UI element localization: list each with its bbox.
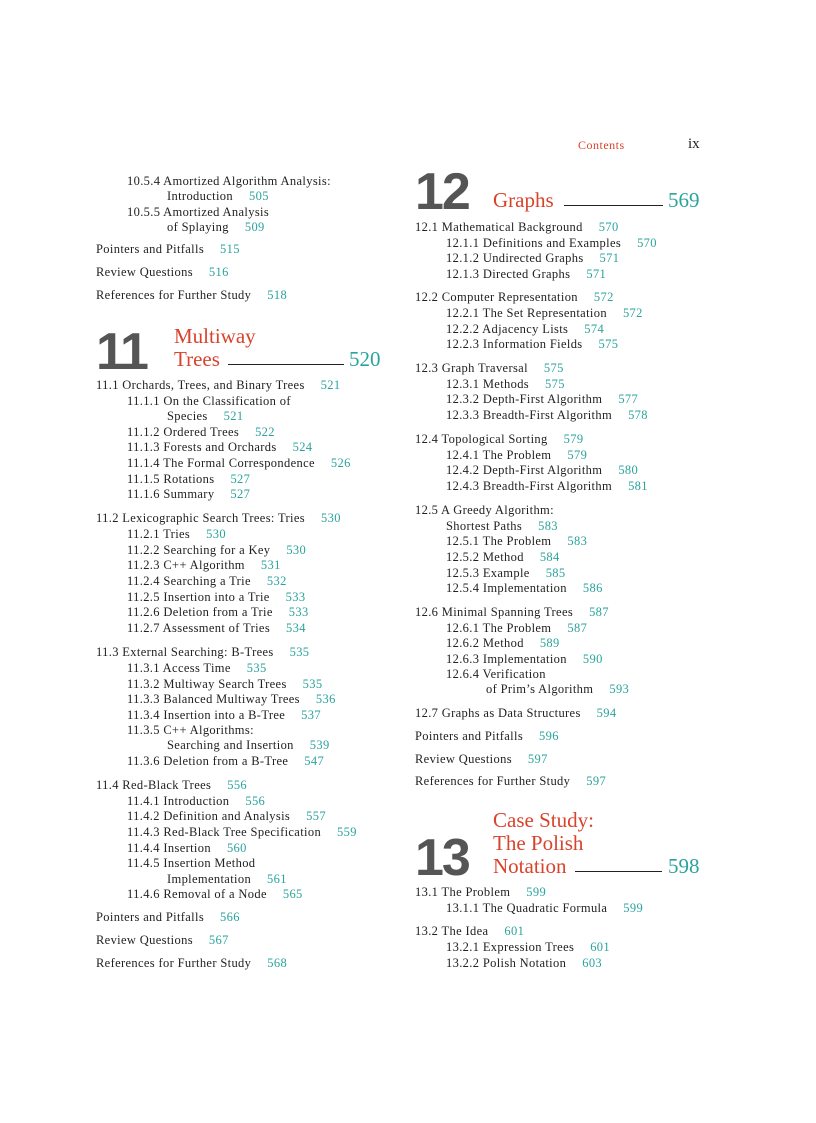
toc-entry: 12.7 Graphs as Data Structures 594 xyxy=(415,706,617,720)
chapter-11-rule xyxy=(228,364,344,365)
toc-entry: 12.5.4 Implementation 586 xyxy=(446,581,603,595)
toc-entry: 11.3.4 Insertion into a B-Tree 537 xyxy=(127,708,321,722)
toc-entry: 11.2.3 C++ Algorithm 531 xyxy=(127,558,281,572)
toc-entry: 11.2.4 Searching a Trie 532 xyxy=(127,574,287,588)
toc-entry: References for Further Study 597 xyxy=(415,774,607,788)
toc-entry: 11.3.1 Access Time 535 xyxy=(127,661,267,675)
chapter-12-page: 569 xyxy=(668,188,700,212)
toc-entry: 11.1.6 Summary 527 xyxy=(127,487,251,501)
toc-entry: 13.2 The Idea 601 xyxy=(415,924,525,938)
toc-entry: 11.1.2 Ordered Trees 522 xyxy=(127,425,275,439)
toc-entry: 12.4 Topological Sorting 579 xyxy=(415,432,584,446)
toc-entry: of Prim’s Algorithm 593 xyxy=(486,682,630,696)
toc-entry: 10.5.5 Amortized Analysis xyxy=(127,205,270,219)
toc-entry: 11.3 External Searching: B-Trees 535 xyxy=(96,645,310,659)
chapter-12-title: Graphs xyxy=(493,188,554,212)
toc-entry: 12.2.2 Adjacency Lists 574 xyxy=(446,322,605,336)
toc-entry: 11.3.6 Deletion from a B-Tree 547 xyxy=(127,754,325,768)
toc-entry: 12.4.2 Depth-First Algorithm 580 xyxy=(446,463,639,477)
toc-entry: Review Questions 567 xyxy=(96,933,229,947)
toc-entry: 12.5 A Greedy Algorithm: xyxy=(415,503,554,517)
toc-entry: 11.2.6 Deletion from a Trie 533 xyxy=(127,605,309,619)
toc-entry: 12.3 Graph Traversal 575 xyxy=(415,361,564,375)
toc-entry: Species 521 xyxy=(167,409,244,423)
toc-entry: 12.1.1 Definitions and Examples 570 xyxy=(446,236,657,250)
toc-entry: 11.1.3 Forests and Orchards 524 xyxy=(127,440,313,454)
chapter-12-rule xyxy=(564,205,663,206)
chapter-13-page: 598 xyxy=(668,854,700,878)
toc-entry: Pointers and Pitfalls 566 xyxy=(96,910,240,924)
toc-entry: 12.4.1 The Problem 579 xyxy=(446,448,588,462)
chapter-13-number: 13 xyxy=(415,829,469,887)
toc-entry: 12.4.3 Breadth-First Algorithm 581 xyxy=(446,479,648,493)
chapter-11-title-line2: Trees xyxy=(174,347,220,371)
toc-entry: 12.2.3 Information Fields 575 xyxy=(446,337,619,351)
toc-entry: 11.3.2 Multiway Search Trees 535 xyxy=(127,677,323,691)
toc-entry: 12.2 Computer Representation 572 xyxy=(415,290,614,304)
toc-entry: 12.1.2 Undirected Graphs 571 xyxy=(446,251,620,265)
toc-entry: 11.1 Orchards, Trees, and Binary Trees 521 xyxy=(96,378,341,392)
toc-entry: 12.6 Minimal Spanning Trees 587 xyxy=(415,605,609,619)
toc-entry: 12.5.3 Example 585 xyxy=(446,566,566,580)
toc-entry: 12.6.2 Method 589 xyxy=(446,636,560,650)
toc-entry: 11.4.1 Introduction 556 xyxy=(127,794,266,808)
toc-entry: 12.3.1 Methods 575 xyxy=(446,377,565,391)
toc-entry: 12.3.3 Breadth-First Algorithm 578 xyxy=(446,408,648,422)
toc-entry: 11.2.7 Assessment of Tries 534 xyxy=(127,621,306,635)
toc-entry: 11.3.3 Balanced Multiway Trees 536 xyxy=(127,692,336,706)
running-header-label: Contents xyxy=(578,138,625,152)
toc-entry: Shortest Paths 583 xyxy=(446,519,558,533)
toc-entry: 11.2.5 Insertion into a Trie 533 xyxy=(127,590,306,604)
toc-entry: 11.3.5 C++ Algorithms: xyxy=(127,723,254,737)
toc-entry: References for Further Study 568 xyxy=(96,956,288,970)
toc-entry: Introduction 505 xyxy=(167,189,269,203)
chapter-11-number: 11 xyxy=(96,323,147,381)
page-number: ix xyxy=(688,136,700,152)
toc-entry: Implementation 561 xyxy=(167,872,287,886)
toc-entry: 13.2.1 Expression Trees 601 xyxy=(446,940,611,954)
toc-entry: References for Further Study 518 xyxy=(96,288,288,302)
chapter-13-title-line3: Notation xyxy=(493,854,567,878)
toc-entry: 11.2.2 Searching for a Key 530 xyxy=(127,543,307,557)
toc-entry: 13.1.1 The Quadratic Formula 599 xyxy=(446,901,644,915)
toc-entry: 11.1.5 Rotations 527 xyxy=(127,472,251,486)
chapter-13-title-line2: The Polish xyxy=(493,831,584,855)
toc-entry: 11.4.2 Definition and Analysis 557 xyxy=(127,809,326,823)
chapter-13-title-line1: Case Study: xyxy=(493,808,594,832)
toc-entry: 11.1.1 On the Classification of xyxy=(127,394,291,408)
toc-entry: 12.6.4 Verification xyxy=(446,667,546,681)
toc-entry: 11.2.1 Tries 530 xyxy=(127,527,226,541)
toc-entry: 13.2.2 Polish Notation 603 xyxy=(446,956,603,970)
toc-entry: Pointers and Pitfalls 596 xyxy=(415,729,559,743)
toc-entry: Pointers and Pitfalls 515 xyxy=(96,242,240,256)
toc-entry: 10.5.4 Amortized Algorithm Analysis: xyxy=(127,174,331,188)
toc-entry: 11.4.5 Insertion Method xyxy=(127,856,256,870)
toc-entry: 12.5.2 Method 584 xyxy=(446,550,560,564)
toc-entry: Review Questions 597 xyxy=(415,752,548,766)
toc-entry: Searching and Insertion 539 xyxy=(167,738,330,752)
chapter-13-rule xyxy=(575,871,662,872)
toc-entry: 11.4.6 Removal of a Node 565 xyxy=(127,887,303,901)
chapter-12-number: 12 xyxy=(415,163,469,221)
toc-entry: 11.4.3 Red-Black Tree Specification 559 xyxy=(127,825,357,839)
chapter-11-title-line1: Multiway xyxy=(174,324,256,348)
toc-entry: 12.2.1 The Set Representation 572 xyxy=(446,306,643,320)
toc-entry: 11.4.4 Insertion 560 xyxy=(127,841,247,855)
toc-entry: 13.1 The Problem 599 xyxy=(415,885,547,899)
toc-entry: 11.1.4 The Formal Correspondence 526 xyxy=(127,456,351,470)
toc-entry: Review Questions 516 xyxy=(96,265,229,279)
toc-entry: 12.1 Mathematical Background 570 xyxy=(415,220,619,234)
toc-entry: 11.4 Red-Black Trees 556 xyxy=(96,778,248,792)
toc-entry: of Splaying 509 xyxy=(167,220,265,234)
toc-entry: 12.1.3 Directed Graphs 571 xyxy=(446,267,607,281)
chapter-11-page: 520 xyxy=(349,347,381,371)
toc-entry: 12.3.2 Depth-First Algorithm 577 xyxy=(446,392,639,406)
toc-entry: 11.2 Lexicographic Search Trees: Tries 530 xyxy=(96,511,341,525)
toc-entry: 12.6.3 Implementation 590 xyxy=(446,652,603,666)
toc-entry: 12.5.1 The Problem 583 xyxy=(446,534,588,548)
toc-entry: 12.6.1 The Problem 587 xyxy=(446,621,588,635)
